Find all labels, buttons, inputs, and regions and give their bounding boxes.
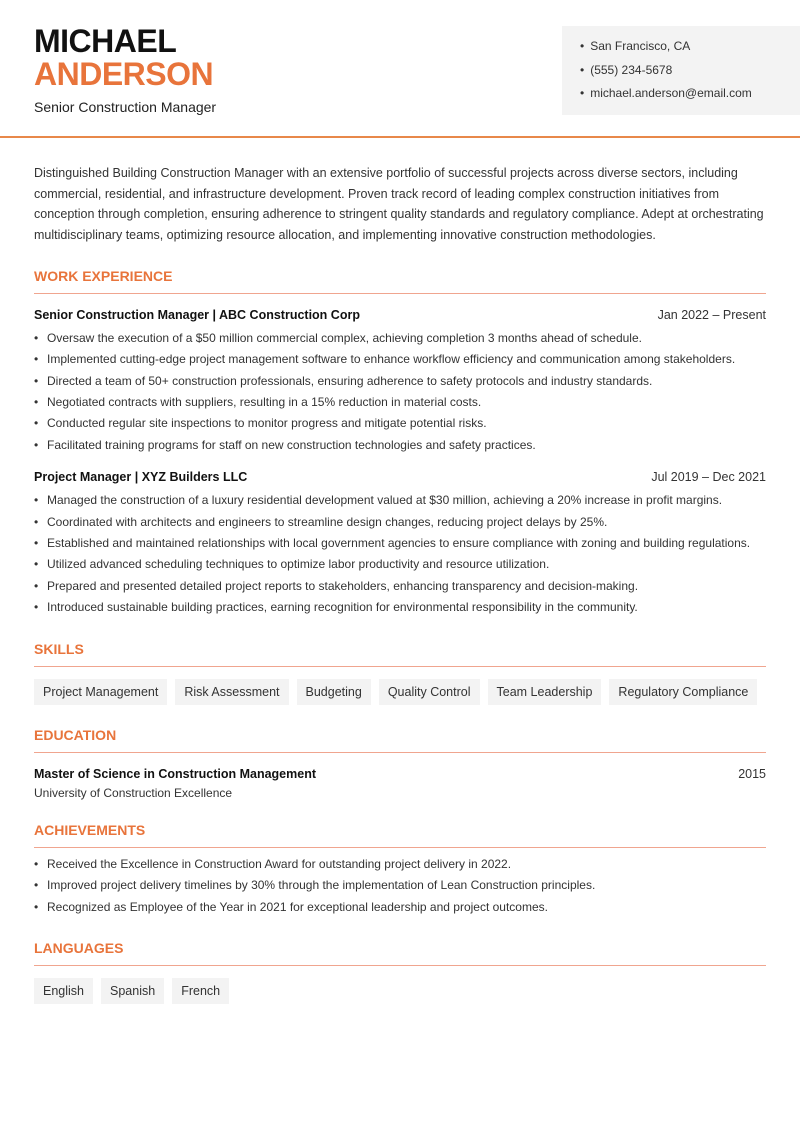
education-year: 2015 [738,766,766,781]
job-title: Senior Construction Manager [34,99,217,115]
list-item: • Implemented cutting-edge project management software to enhance workflow efficiency and communication among stakeholders. [34,349,766,370]
education-entry [34,767,766,781]
list-item: • Managed the construction of a luxury residential development valued at $30 million, achieving a 20% increase in profit margins. [34,490,766,511]
skill-tag: Regulatory Compliance [609,679,757,705]
list-item: • Utilized advanced scheduling techniques to optimize labor productivity and resource utilization. [34,554,766,575]
language-tag: French [172,978,229,1004]
skill-tag: Quality Control [379,679,480,705]
job-role: Senior Construction Manager | ABC Construction Corp [34,307,360,322]
language-tag: Spanish [101,978,164,1004]
list-item: • Negotiated contracts with suppliers, resulting in a 15% reduction in material costs. [34,392,766,413]
summary: Distinguished Building Construction Manager with an extensive portfolio of successful projects across diverse sectors, including commercial, residential, and infrastructure development. Proven track record of leading complex construction initiatives from conception through completion, ensuring adherence to stringent quality standards and regulatory compliance. Adept at orchestrating multidisciplinary teams, optimizing resource allocation, and implementing innovative construction methodologies. [34,166,764,243]
languages-list [34,978,766,1004]
job-header [34,308,766,322]
achievements-list [34,854,766,918]
list-item: • Recognized as Employee of the Year in 2021 for exceptional leadership and project outcomes. [34,897,766,918]
job-bullets [34,490,766,618]
skills-list [34,679,766,705]
contact-email: • michael.anderson@email.com [580,85,800,109]
contact-location: • San Francisco, CA [580,38,800,62]
section-title-education: EDUCATION [34,727,766,753]
section-title-skills: SKILLS [34,641,766,667]
contact-box [562,26,800,115]
contact-phone: • (555) 234-5678 [580,62,800,86]
job-dates: Jul 2019 – Dec 2021 [651,470,766,485]
skill-tag: Team Leadership [488,679,602,705]
list-item: • Oversaw the execution of a $50 million commercial complex, achieving completion 3 months ahead of schedule. [34,328,766,349]
list-item: • Prepared and presented detailed project reports to stakeholders, enhancing transparency and decision-making. [34,576,766,597]
list-item: • Directed a team of 50+ construction professionals, ensuring adherence to safety protocols and industry standards. [34,371,766,392]
school: University of Construction Excellence [34,785,233,800]
section-title-work: WORK EXPERIENCE [34,268,766,294]
list-item: • Received the Excellence in Construction Award for outstanding project delivery in 2022. [34,854,766,875]
first-name: MICHAEL [34,23,177,59]
section-title-languages: LANGUAGES [34,940,766,966]
skill-tag: Risk Assessment [175,679,288,705]
list-item: • Coordinated with architects and engineers to streamline design changes, reducing project delays by 25%. [34,512,766,533]
list-item: • Introduced sustainable building practices, earning recognition for environmental responsibility in the community. [34,597,766,618]
language-tag: English [34,978,93,1004]
list-item: • Facilitated training programs for staff on new construction technologies and safety practices. [34,435,766,456]
skill-tag: Project Management [34,679,167,705]
list-item: • Conducted regular site inspections to monitor progress and mitigate potential risks. [34,413,766,434]
job-role: Project Manager | XYZ Builders LLC [34,470,248,485]
resume-header [0,0,800,138]
last-name: ANDERSON [34,56,214,92]
job-header [34,470,766,484]
list-item: • Improved project delivery timelines by 30% through the implementation of Lean Construction principles. [34,875,766,896]
job-dates: Jan 2022 – Present [657,307,766,322]
list-item: • Established and maintained relationships with local government agencies to ensure compliance with zoning and building regulations. [34,533,766,554]
skill-tag: Budgeting [297,679,371,705]
section-title-achievements: ACHIEVEMENTS [34,822,766,848]
degree: Master of Science in Construction Management [34,766,316,781]
job-bullets [34,328,766,456]
